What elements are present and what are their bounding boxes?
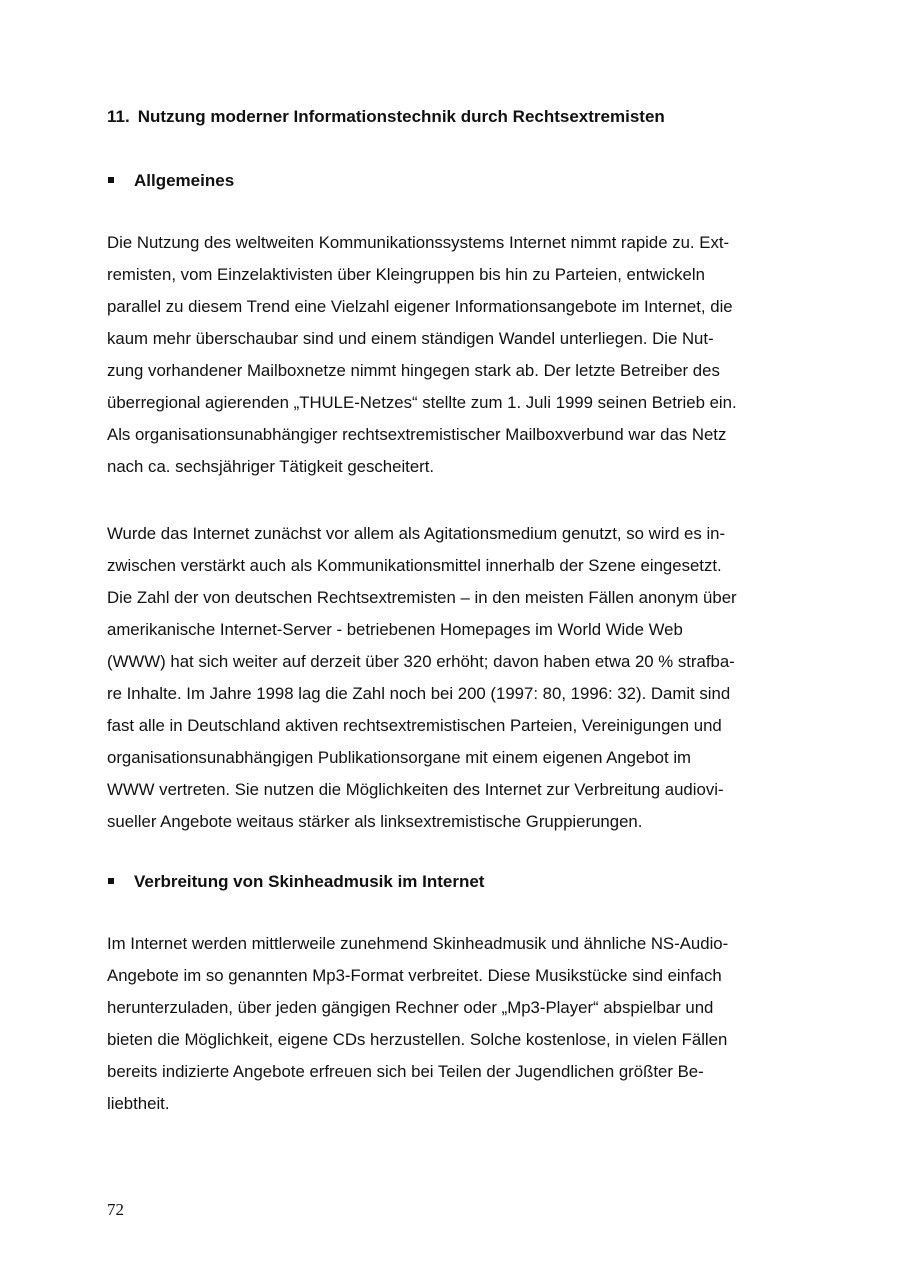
text-line: zung vorhandener Mailboxnetze nimmt hingegen stark ab. Der letzte Betreiber des — [107, 361, 720, 380]
text-line: Die Zahl der von deutschen Rechtsextremisten – in den meisten Fällen anonym über — [107, 588, 737, 607]
square-bullet-icon — [108, 177, 114, 183]
subheading-skinheadmusik — [108, 870, 484, 894]
text-line: sueller Angebote weitaus stärker als linksextremistische Gruppierungen. — [107, 812, 643, 831]
text-line: parallel zu diesem Trend eine Vielzahl eigener Informationsangebote im Internet, die — [107, 297, 733, 316]
subheading-allgemeines — [108, 169, 234, 193]
section-number: 11. — [107, 107, 130, 126]
text-line: organisationsunabhängigen Publikationsorgane mit einem eigenen Angebot im — [107, 748, 692, 767]
text-line: überregional agierenden „THULE-Netzes“ stellte zum 1. Juli 1999 seinen Betrieb ein. — [107, 393, 737, 412]
text-line: liebtheit. — [107, 1094, 170, 1113]
paragraph-3 — [107, 928, 797, 1120]
section-title — [107, 105, 665, 129]
paragraph-1 — [107, 227, 797, 483]
subheading-text: Allgemeines — [134, 171, 235, 190]
square-bullet-icon — [108, 878, 114, 884]
subheading-text: Verbreitung von Skinheadmusik im Internet — [134, 872, 485, 891]
text-line: bieten die Möglichkeit, eigene CDs herzustellen. Solche kostenlose, in vielen Fällen — [107, 1030, 728, 1049]
text-line: nach ca. sechsjähriger Tätigkeit gescheitert. — [107, 457, 435, 476]
paragraph-2 — [107, 518, 797, 838]
text-line: Die Nutzung des weltweiten Kommunikationssystems Internet nimmt rapide zu. Ext- — [107, 233, 730, 252]
text-line: Als organisationsunabhängiger rechtsextremistischer Mailboxverbund war das Netz — [107, 425, 727, 444]
text-line: zwischen verstärkt auch als Kommunikationsmittel innerhalb der Szene eingesetzt. — [107, 556, 722, 575]
text-line: WWW vertreten. Sie nutzen die Möglichkeiten des Internet zur Verbreitung audiovi- — [107, 780, 724, 799]
text-line: re Inhalte. Im Jahre 1998 lag die Zahl noch bei 200 (1997: 80, 1996: 32). Damit sind — [107, 684, 731, 703]
section-title-text: Nutzung moderner Informationstechnik durch Rechtsextremisten — [137, 107, 665, 126]
text-line: kaum mehr überschaubar sind und einem ständigen Wandel unterliegen. Die Nut- — [107, 329, 714, 348]
text-line: Im Internet werden mittlerweile zunehmend Skinheadmusik und ähnliche NS-Audio- — [107, 934, 729, 953]
text-line: fast alle in Deutschland aktiven rechtsextremistischen Parteien, Vereinigungen und — [107, 716, 722, 735]
text-line: Wurde das Internet zunächst vor allem als Agitationsmedium genutzt, so wird es in- — [107, 524, 726, 543]
text-line: bereits indizierte Angebote erfreuen sich bei Teilen der Jugendlichen größter Be- — [107, 1062, 704, 1081]
text-line: amerikanische Internet-Server - betriebenen Homepages im World Wide Web — [107, 620, 683, 639]
page-number: 72 — [107, 1200, 124, 1219]
text-line: remisten, vom Einzelaktivisten über Kleingruppen bis hin zu Parteien, entwickeln — [107, 265, 705, 284]
text-line: (WWW) hat sich weiter auf derzeit über 320 erhöht; davon haben etwa 20 % strafba- — [107, 652, 735, 671]
text-line: herunterzuladen, über jeden gängigen Rechner oder „Mp3-Player“ abspielbar und — [107, 998, 714, 1017]
text-line: Angebote im so genannten Mp3-Format verbreitet. Diese Musikstücke sind einfach — [107, 966, 722, 985]
